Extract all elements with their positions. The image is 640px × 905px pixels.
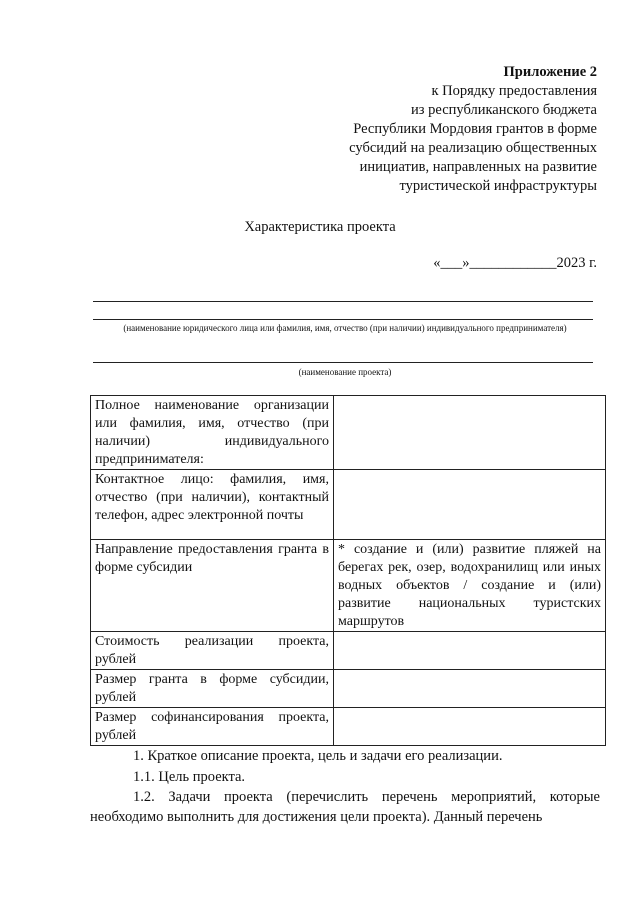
appendix-line: к Порядку предоставления [431,83,597,99]
table-row [91,470,606,540]
row-value [334,470,606,540]
caption-applicant: (наименование юридического лица или фамилия, имя, отчество (при наличии) индивидуального предпринимателя) [123,323,567,333]
date-line: «___»____________2023 г. [433,255,597,271]
blank-line-applicant [93,301,593,302]
row-label: Стоимость реализации проекта, рублей [91,632,334,670]
appendix-line: субсидий на реализацию общественных [349,140,597,156]
appendix-line: из республиканского бюджета [411,102,597,118]
table-row [91,708,606,746]
row-label: Размер софинансирования проекта, рублей [91,708,334,746]
table-row [91,396,606,470]
paragraph-1-1: 1.1. Цель проекта. [133,769,246,785]
row-label: Полное наименование организации или фамилия, имя, отчество (при наличии) индивидуального предпринимателя: [91,396,334,470]
document-title: Характеристика проекта [244,219,396,235]
row-value [334,396,606,470]
row-value [334,708,606,746]
appendix-line: туристической инфраструктуры [399,178,597,194]
table-row [91,632,606,670]
appendix-header [297,63,597,196]
appendix-line: Республики Мордовия грантов в форме [353,121,597,137]
row-label: Размер гранта в форме субсидии, рублей [91,670,334,708]
appendix-title: Приложение 2 [503,64,597,80]
row-value [334,670,606,708]
paragraph-1: 1. Краткое описание проекта, цель и задачи его реализации. [133,748,503,764]
row-label: Направление предоставления гранта в форме субсидии [91,540,334,632]
row-label: Контактное лицо: фамилия, имя, отчество (при наличии), контактный телефон, адрес электронной почты [91,470,334,540]
project-info-table [90,395,606,746]
blank-line-project [93,362,593,363]
row-value [334,632,606,670]
blank-line-applicant-2 [93,319,593,320]
row-value: * создание и (или) развитие пляжей на берегах рек, озер, водохранилищ или иных водных объектов / создание и (или) развитие национальных туристских маршрутов [334,540,606,632]
paragraph-1-2: 1.2. Задачи проекта (перечислить перечень мероприятий, которые необходимо выполнить для достижения цели проекта). Данный перечень [90,789,600,825]
table-row [91,670,606,708]
caption-project: (наименование проекта) [298,367,392,377]
appendix-line: инициатив, направленных на развитие [359,159,597,175]
table-row [91,540,606,632]
